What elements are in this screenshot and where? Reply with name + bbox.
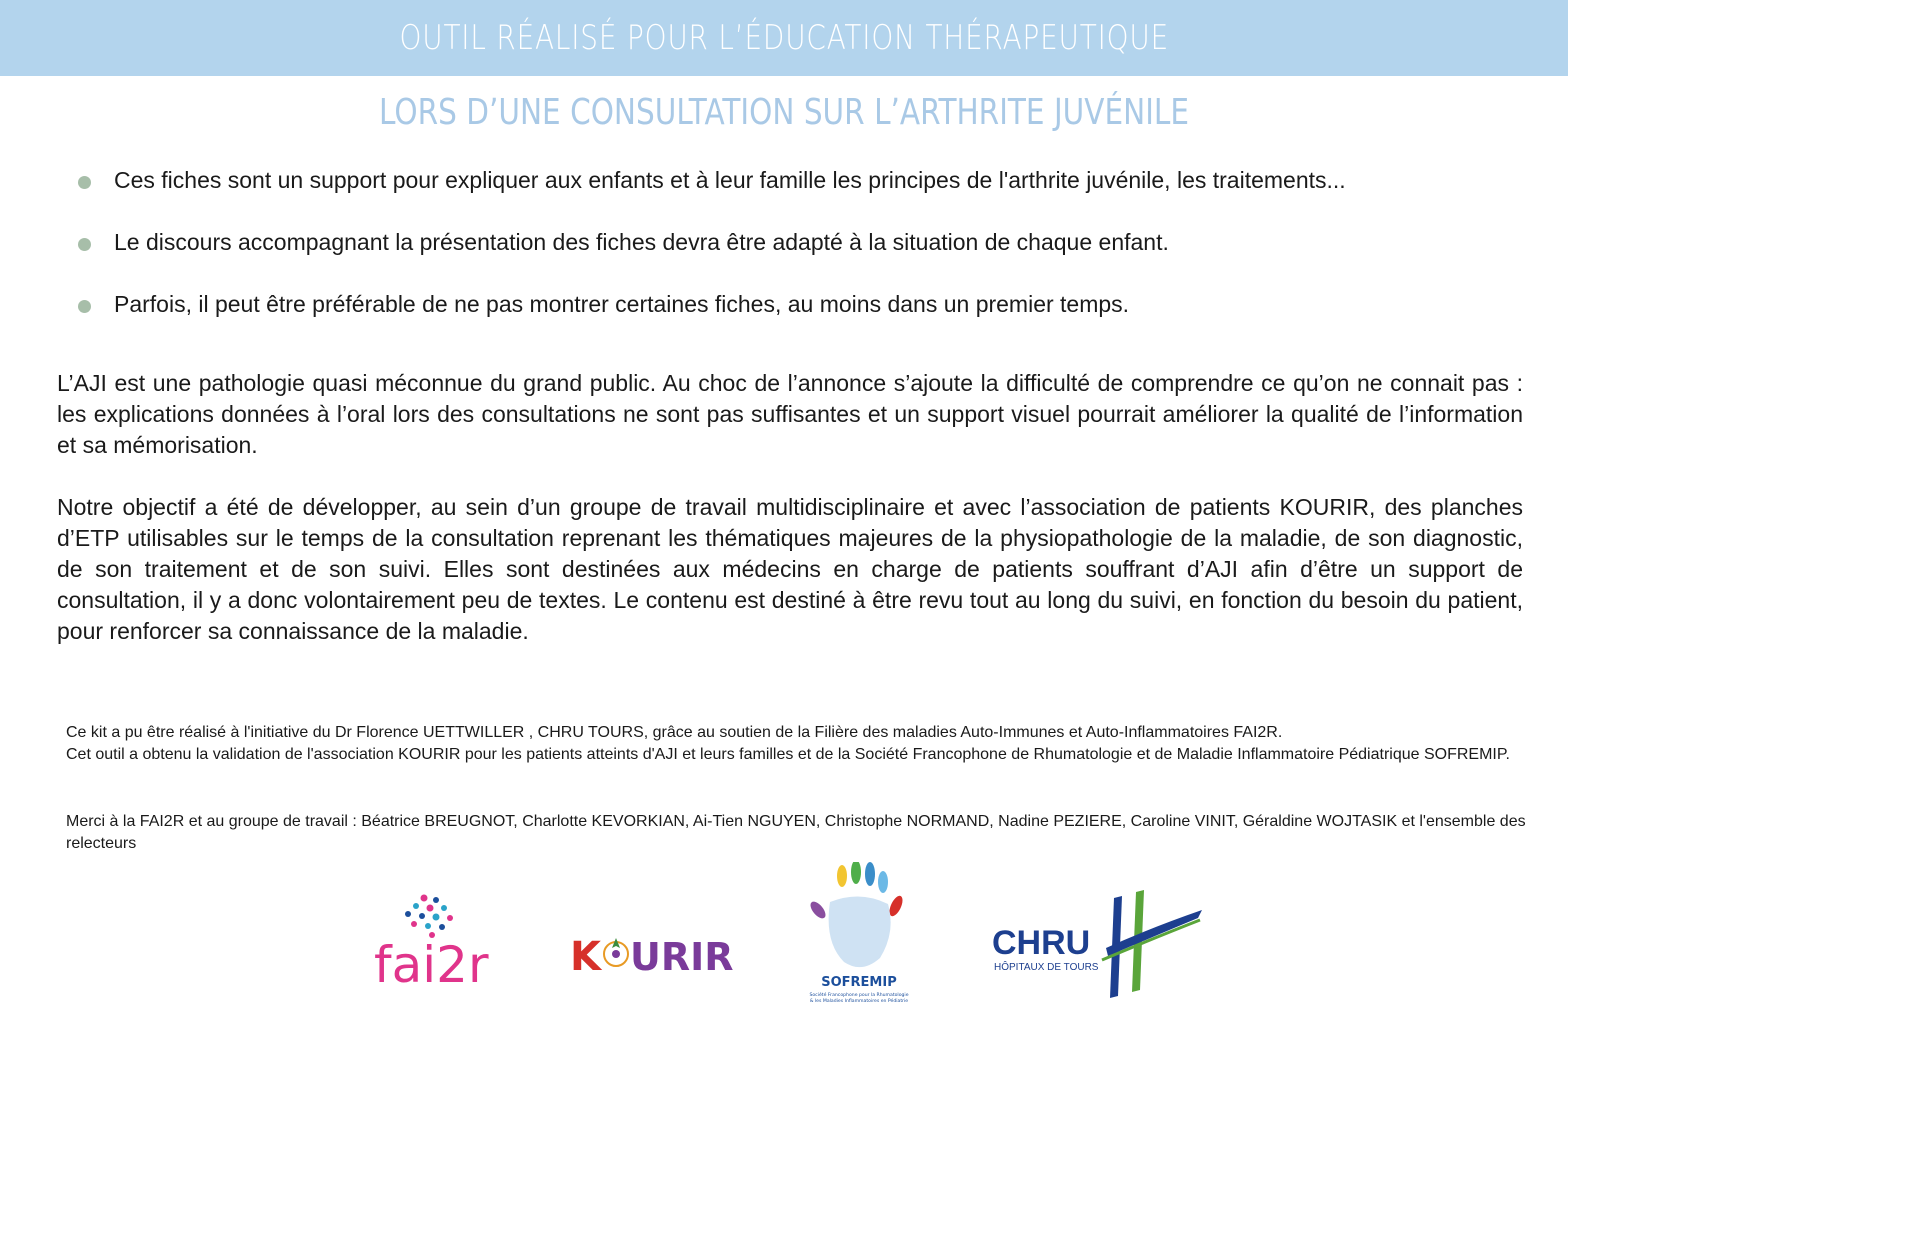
fai2r-logo bbox=[372, 890, 492, 990]
logo-row bbox=[0, 862, 1568, 1006]
kourir-flower-icon bbox=[604, 938, 628, 966]
objective-paragraph: Notre objectif a été de développer, au sein d’un groupe de travail multidisciplinaire et avec l’association de patients KOURIR, des planches d’ETP utilisables sur le temps de la consultation reprenant les thématiques majeures de la physiopathologie de la maladie, de son diagnostic, de son traitement et de son suivi. Elles sont destinées aux médecins en charge de patients souffrant d’AJI afin d’être un support de consultation, il y a donc volontairement peu de textes. Le contenu est destiné à être revu tout au long du suivi, en fonction du besoin du patient, pour renforcer sa connaissance de la maladie. bbox=[57, 494, 1523, 644]
handprint-icon bbox=[808, 862, 905, 967]
sofremip-wordmark: SOFREMIP bbox=[821, 975, 897, 990]
credits-validation: Cet outil a obtenu la validation de l'association KOURIR pour les patients atteints d'AJI et leurs familles et de la Société Francophone de Rhumatologie et de Maladie Inflammatoire Pédiatrique SOFREMIP. bbox=[66, 746, 1510, 763]
credits-initiative: Ce kit a pu être réalisé à l'initiative du Dr Florence UETTWILLER , CHRU TOURS, grâce au soutien de la Filière des maladies Auto-Immunes et Auto-Inflammatoires FAI2R. bbox=[66, 724, 1283, 741]
sofremip-logo bbox=[800, 862, 918, 1006]
bullet-text: Parfois, il peut être préférable de ne pas montrer certaines fiches, au moins dans un premier temps. bbox=[114, 290, 1130, 317]
page-title: OUTIL RÉALISÉ POUR L’ÉDUCATION THÉRAPEUTIQUE bbox=[399, 18, 1169, 58]
header-band bbox=[0, 0, 1568, 76]
chru-logo bbox=[990, 888, 1210, 1000]
bullet-dot-icon bbox=[78, 176, 91, 189]
bullet-item bbox=[78, 160, 1538, 200]
bullet-item bbox=[78, 222, 1538, 262]
fai2r-dots-icon bbox=[405, 895, 453, 939]
bullet-dot-icon bbox=[78, 300, 91, 313]
kourir-logo bbox=[570, 930, 740, 978]
credits-thanks: Merci à la FAI2R et au groupe de travail : Béatrice BREUGNOT, Charlotte KEVORKIAN, Ai-Tien NGUYEN, Christophe NORMAND, Nadine PEZIERE, Caroline VINIT, Géraldine WOJTASIK et l'ensemble des relecteurs bbox=[66, 813, 1526, 852]
sofremip-tagline-2: & les Maladies Inflammatoires en Pédiatrie bbox=[809, 999, 909, 1004]
bullet-list bbox=[78, 160, 1538, 346]
chru-subtitle: HÔPITAUX DE TOURS bbox=[994, 962, 1099, 973]
credits-block bbox=[66, 722, 1526, 766]
bullet-text: Le discours accompagnant la présentation des fiches devra être adapté à la situation de chaque enfant. bbox=[114, 228, 1169, 255]
intro-paragraph: L’AJI est une pathologie quasi méconnue du grand public. Au choc de l’annonce s’ajoute la difficulté de comprendre ce qu’on ne connait pas : les explications données à l’oral lors des consultations ne sont pas suffisantes et un support visuel pourrait améliorer la qualité de l’information et sa mémorisation. bbox=[57, 370, 1523, 458]
page-subtitle: LORS D’UNE CONSULTATION SUR L’ARTHRITE JUVÉNILE bbox=[378, 92, 1190, 133]
bullet-item bbox=[78, 284, 1538, 324]
kourir-letter-k: K bbox=[570, 934, 601, 978]
sofremip-tagline-1: Société Francophone pour la Rhumatologie bbox=[809, 993, 909, 998]
bullet-text: Ces fiches sont un support pour expliquer aux enfants et à leur famille les principes de l'arthrite juvénile, les traitements... bbox=[114, 166, 1346, 193]
chru-wordmark: CHRU bbox=[992, 924, 1091, 962]
fai2r-wordmark: fai2r bbox=[374, 936, 489, 990]
bullet-dot-icon bbox=[78, 238, 91, 251]
chru-h-icon bbox=[1102, 890, 1202, 998]
kourir-wordmark: URIR bbox=[630, 935, 734, 978]
